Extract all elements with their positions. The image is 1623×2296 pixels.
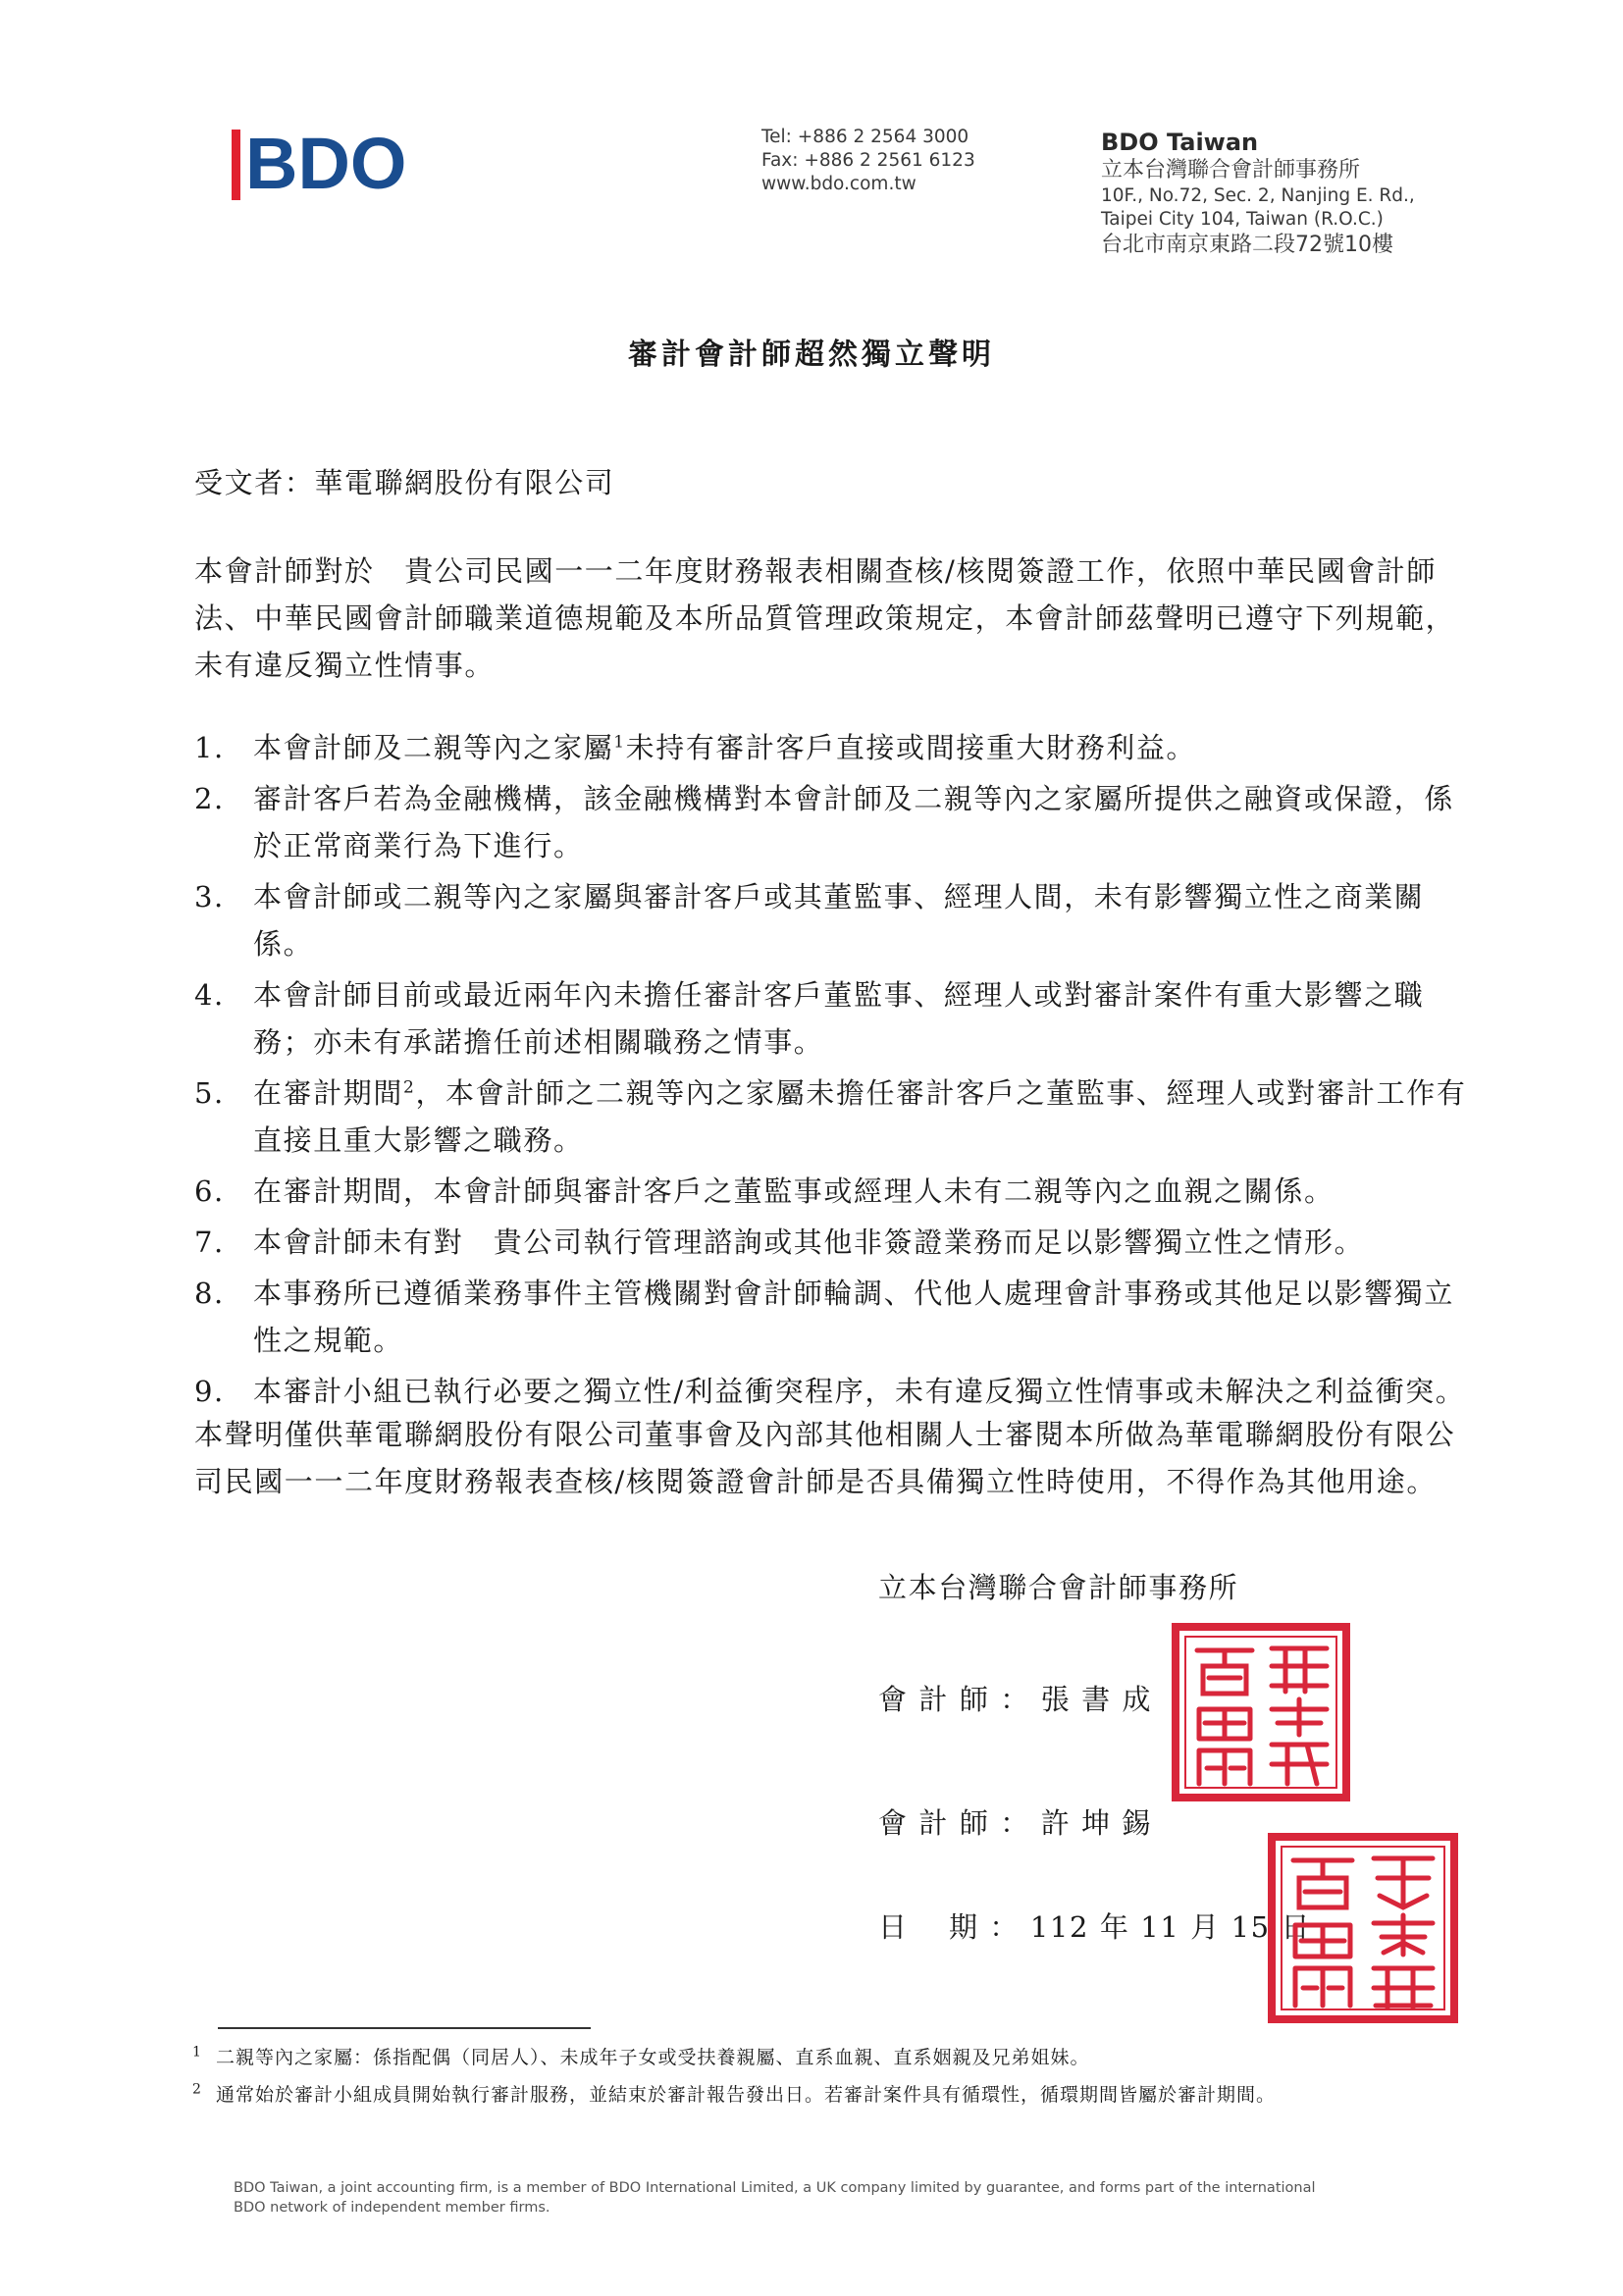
item-number: 8.: [194, 1277, 225, 1310]
cpa-name: 張 書 成: [1040, 1683, 1153, 1716]
item-text: 本事務所已遵循業務事件主管機關對會計師輪調、代他人處理會計事務或其他足以影響獨立性之規範。: [253, 1277, 1455, 1357]
logo-text: BDO: [245, 126, 407, 204]
item-number: 1.: [194, 731, 225, 764]
cpa-label: 會 計 師 ：: [878, 1683, 1030, 1716]
address-line-2: Taipei City 104, Taiwan (R.O.C.): [1101, 209, 1384, 230]
list-item: [194, 873, 1470, 967]
declaration-list: [194, 724, 1470, 1419]
item-number: 7.: [194, 1226, 225, 1259]
contact-block: [761, 126, 975, 196]
list-item: [194, 775, 1470, 869]
item-number: 4.: [194, 978, 225, 1012]
item-text: 審計客戶若為金融機構，該金融機構對本會計師及二親等內之家屬所提供之融資或保證，係於正常商業行為下進行。: [253, 782, 1455, 862]
item-number: 9.: [194, 1375, 225, 1408]
web-line: www.bdo.com.tw: [761, 174, 916, 194]
footnote-2: $^2$ 通常始於審計小組成員開始執行審計服務，並結束於審計報告發出日。若審計案件具有循環性，循環期間皆屬於審計期間。: [192, 2081, 1277, 2106]
item-text: 本會計師及二親等內之家屬$^1$未持有審計客戶直接或間接重大財務利益。: [253, 731, 1197, 764]
footer-line-2: BDO network of independent member firms.: [234, 2200, 550, 2216]
item-number: 5.: [194, 1076, 225, 1110]
footnote-ref: 1: [613, 732, 626, 753]
address-line-1: 10F., No.72, Sec. 2, Nanjing E. Rd.,: [1101, 185, 1415, 206]
item-text: 在審計期間$^2$，本會計師之二親等內之家屬未擔任審計客戶之董監事、經理人或對審計工作有直接且重大影響之職務。: [253, 1076, 1467, 1157]
item-text: 在審計期間，本會計師與審計客戶之董監事或經理人未有二親等內之血親之關係。: [253, 1174, 1335, 1208]
fax-line: Fax: +886 2 2561 6123: [761, 150, 975, 171]
list-item: [194, 1270, 1470, 1364]
date-line: [878, 1904, 1311, 1951]
item-number: 2.: [194, 782, 225, 815]
firm-name: BDO Taiwan: [1101, 129, 1259, 156]
item-text: 本會計師未有對 貴公司執行管理諮詢或其他非簽證業務而足以影響獨立性之情形。: [253, 1226, 1365, 1259]
recipient: 受文者：華電聯網股份有限公司: [194, 466, 615, 499]
document-title: 審計會計師超然獨立聲明: [628, 338, 995, 372]
page-footer: [234, 2178, 1316, 2218]
list-item: [194, 1168, 1470, 1215]
item-number: 3.: [194, 880, 225, 913]
closing-paragraph: 本聲明僅供華電聯網股份有限公司董事會及內部其他相關人士審閱本所做為華電聯網股份有限公司民國一一二年度財務報表查核/核閱簽證會計師是否具備獨立性時使用，不得作為其他用途。: [194, 1418, 1456, 1498]
bdo-logo: [232, 126, 445, 204]
item-text: 本審計小組已執行必要之獨立性/利益衝突程序，未有違反獨立性情事或未解決之利益衝突。: [253, 1375, 1466, 1408]
date-value: 112 年 11 月 15 日: [1029, 1910, 1312, 1944]
cpa-seal-stamp-2: [1266, 1831, 1460, 2025]
item-text: 本會計師目前或最近兩年內未擔任審計客戶董監事、經理人或對審計案件有重大影響之職務；亦未有承諾擔任前述相關職務之情事。: [253, 978, 1425, 1059]
footer-line-1: BDO Taiwan, a joint accounting firm, is a member of BDO International Limited, a UK company limited by guarantee, and forms part of the international: [234, 2180, 1316, 2196]
list-item: [194, 1219, 1470, 1266]
firm-block: [1101, 128, 1415, 259]
item-text: 本會計師或二親等內之家屬與審計客戶或其董監事、經理人間，未有影響獨立性之商業關係。: [253, 880, 1425, 961]
footnote-divider: [218, 2027, 591, 2029]
date-label: 日 期 ：: [878, 1910, 1021, 1944]
cpa-label: 會 計 師 ：: [878, 1806, 1030, 1840]
address-zh: 台北市南京東路二段72號10樓: [1101, 233, 1393, 257]
footnote-1: $^1$ 二親等內之家屬：係指配偶（同居人）、未成年子女或受扶養親屬、直系血親、直系姻親及兄弟姐妹。: [192, 2044, 1090, 2068]
footnote-ref: 2: [403, 1077, 416, 1098]
list-item: [194, 1368, 1470, 1415]
cpa-name: 許 坤 錫: [1040, 1806, 1153, 1840]
cpa-seal-stamp-1: [1170, 1621, 1352, 1803]
list-item: [194, 971, 1470, 1066]
firm-name-zh: 立本台灣聯合會計師事務所: [1101, 158, 1361, 183]
cpa-signature-1: [878, 1676, 1152, 1723]
tel-line: Tel: +886 2 2564 3000: [761, 127, 969, 147]
list-item: [194, 724, 1470, 771]
footnotes: [192, 2039, 1276, 2113]
list-item: [194, 1070, 1470, 1164]
cpa-signature-2: [878, 1800, 1152, 1847]
intro-paragraph: 本會計師對於 貴公司民國一一二年度財務報表相關查核/核閱簽證工作，依照中華民國會計師法、中華民國會計師職業道德規範及本所品質管理政策規定，本會計師茲聲明已遵守下列規範，未有違反獨立性情事。: [194, 554, 1456, 682]
item-number: 6.: [194, 1174, 225, 1208]
signoff-firm: 立本台灣聯合會計師事務所: [878, 1571, 1239, 1604]
